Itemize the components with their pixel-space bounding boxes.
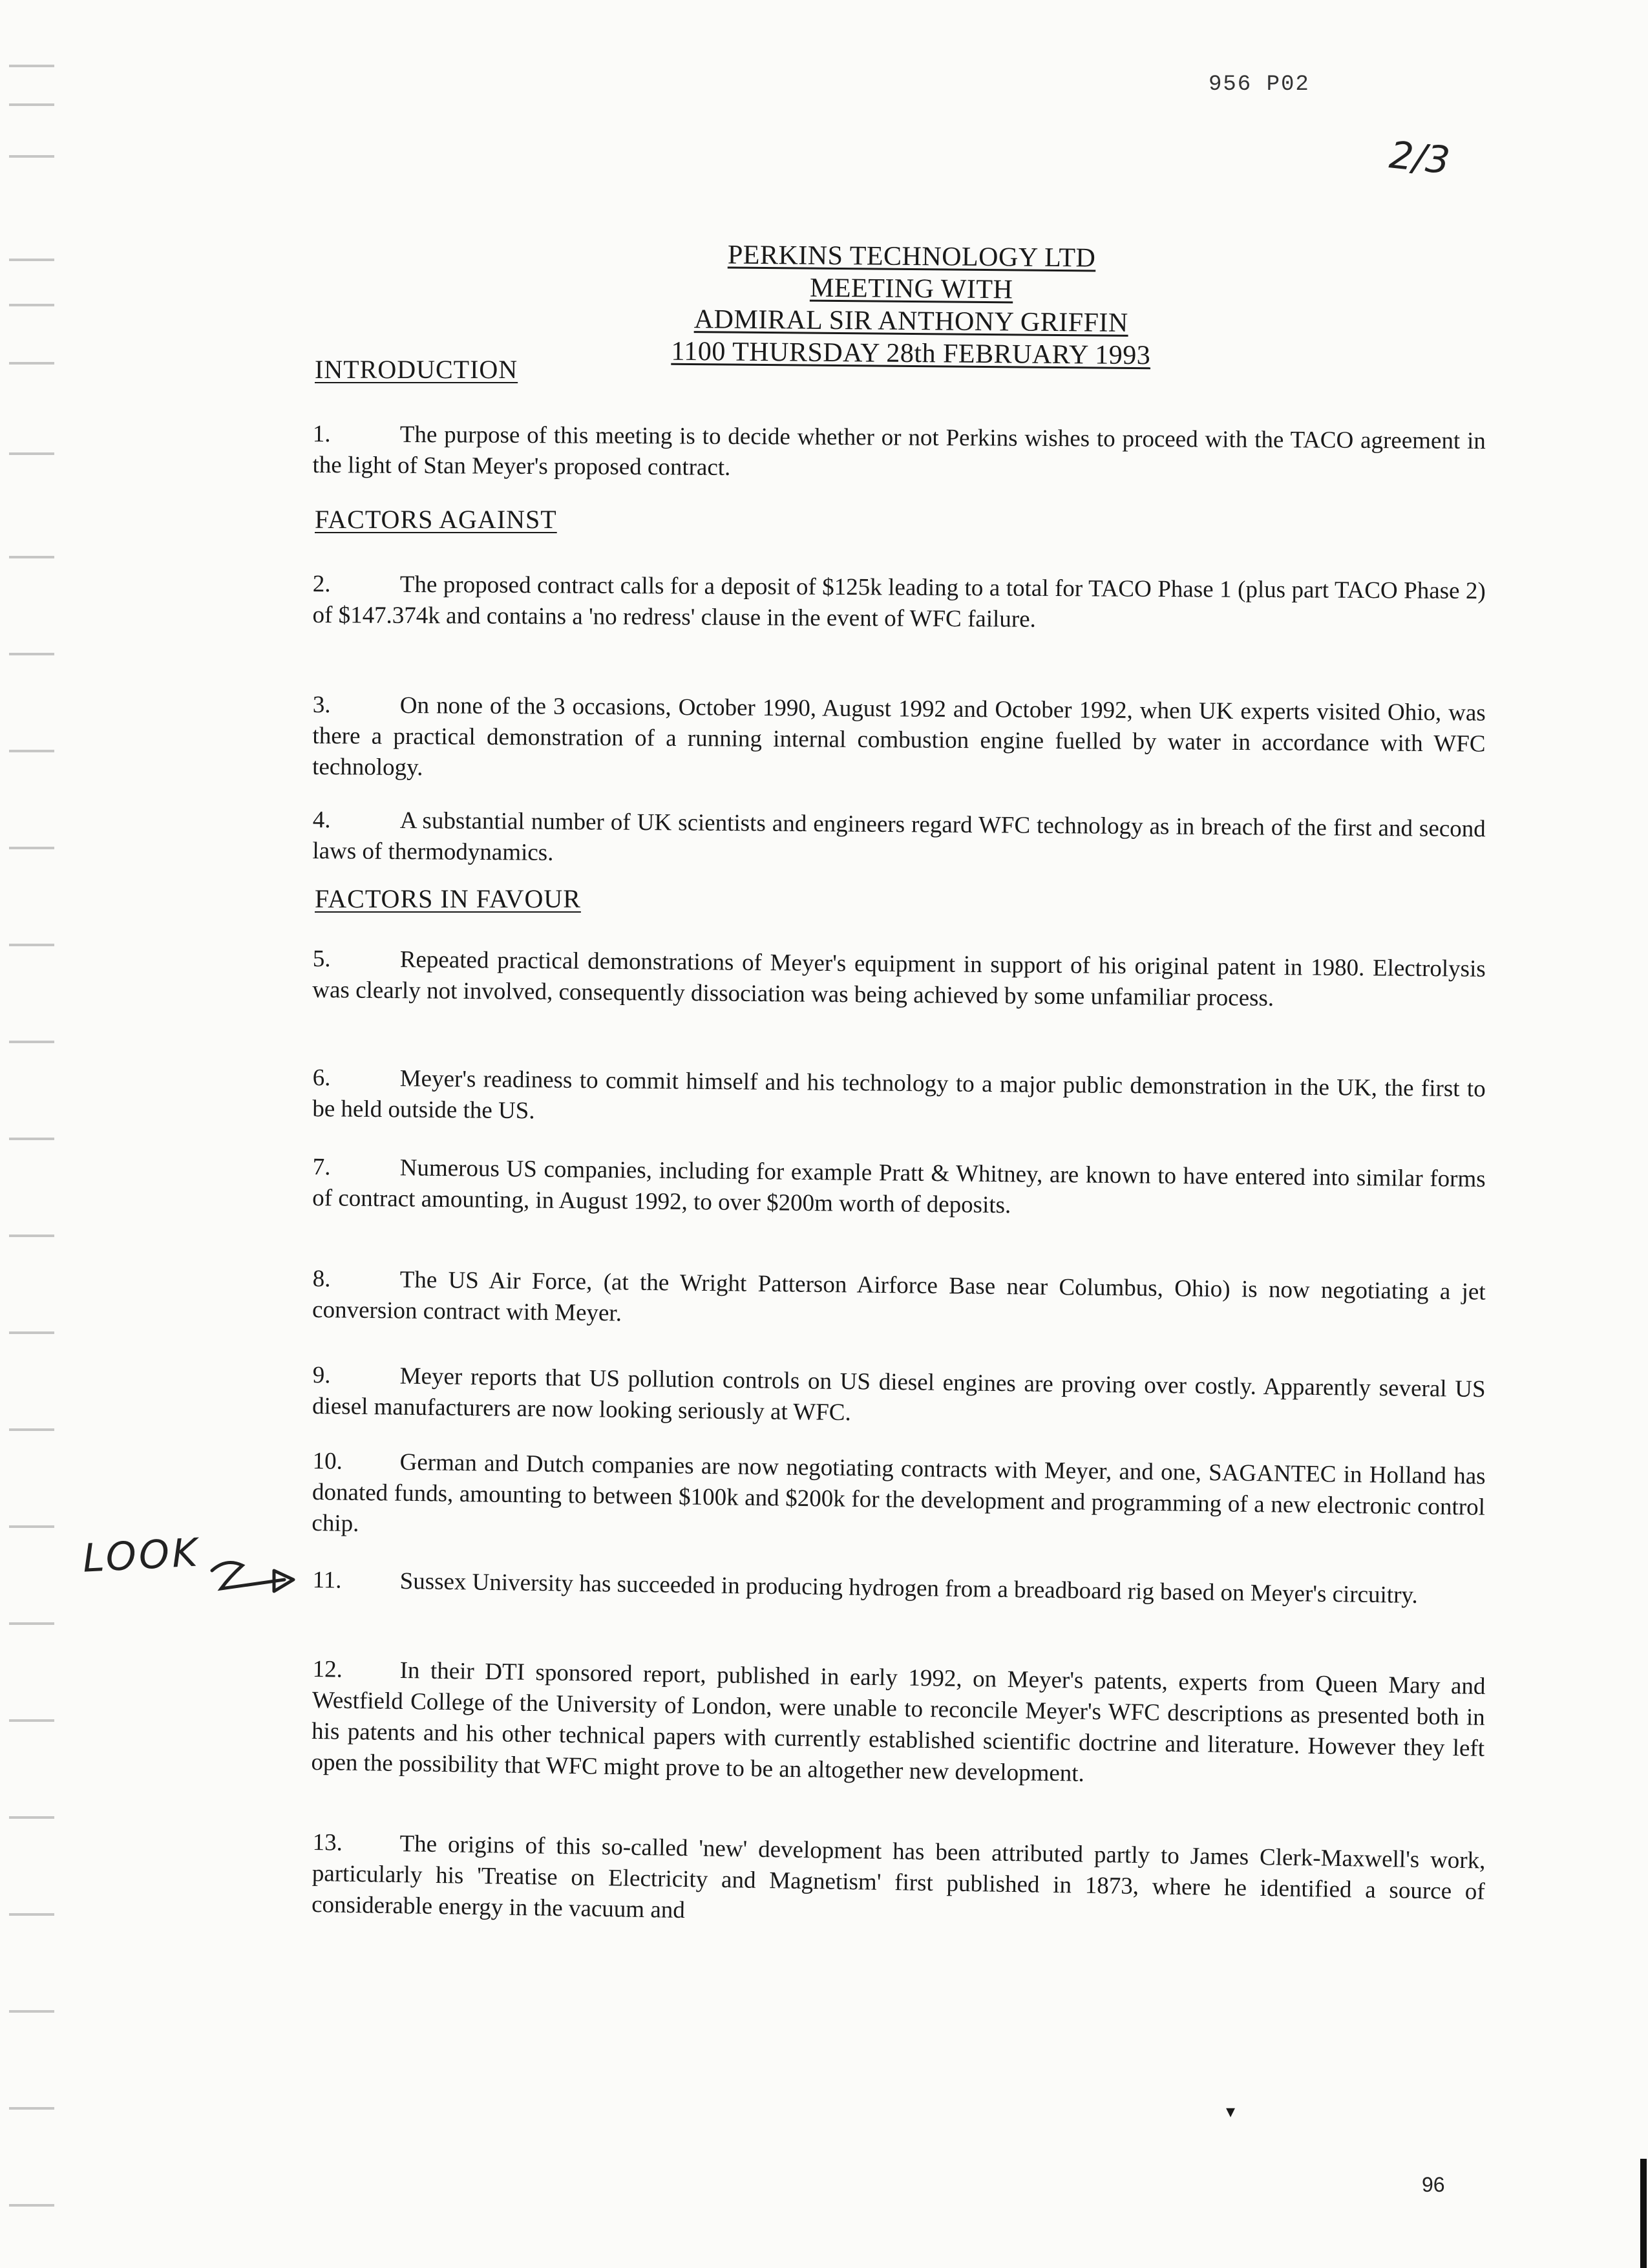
edge-mark	[9, 1235, 54, 1237]
paragraph-4	[312, 805, 1486, 876]
paragraph-13	[312, 1827, 1486, 1938]
document-title	[568, 237, 1254, 372]
edge-mark	[9, 103, 54, 106]
edge-mark	[9, 1622, 54, 1625]
scan-edge-bar	[1640, 2159, 1647, 2268]
edge-mark	[9, 2107, 54, 2110]
paragraph-number: 4.	[312, 806, 331, 834]
edge-mark	[9, 556, 54, 558]
stray-mark: ▾	[1226, 2102, 1236, 2122]
paragraph-number: 3.	[312, 691, 331, 719]
edge-mark	[9, 653, 54, 655]
handwritten-page-fraction: 2/3	[1387, 132, 1452, 183]
edge-mark	[9, 1428, 54, 1431]
edge-mark	[9, 1719, 54, 1722]
paragraph-number: 10.	[312, 1447, 343, 1475]
paragraph-text: In their DTI sponsored report, published in early 1992, on Meyer's patents, experts from Queen Mary and Westfield College of the University of London, were unable to reconcile Meyer's WFC descriptions as presented both in his patents and his other technical papers with currently established scientific doctrine and literature. However they left open the possibility that WFC might prove to be an altogether new development.	[311, 1657, 1486, 1787]
paragraph-text: The proposed contract calls for a deposit of $125k leading to a total for TACO Phase 1 (plus part TACO Phase 2) of $147.374k and contains a 'no redress' clause in the event of WFC failure.	[312, 571, 1486, 633]
paragraph-text: On none of the 3 occasions, October 1990, August 1992 and October 1992, when UK experts visited Ohio, was there a practical demonstration of a running internal combustion engine fuelled by water in accordance with WFC technology.	[312, 692, 1486, 781]
edge-mark	[9, 1816, 54, 1819]
edge-mark	[9, 1041, 54, 1043]
paragraph-7	[312, 1152, 1486, 1226]
section-heading-factors-against: FACTORS AGAINST	[315, 505, 557, 534]
paragraph-text: German and Dutch companies are now negotiating contracts with Meyer, and one, SAGANTEC in Holland has donated funds, amounting to between $100k and $200k for the development and programming of a new electronic control chip.	[312, 1448, 1486, 1537]
edge-mark	[9, 944, 54, 946]
title-line: ADMIRAL SIR ANTHONY GRIFFIN	[693, 304, 1128, 338]
paragraph-number: 7.	[312, 1153, 331, 1181]
section-heading-factors-in-favour: FACTORS IN FAVOUR	[315, 884, 581, 913]
paragraph-9	[312, 1360, 1486, 1436]
paragraph-number: 2.	[312, 570, 331, 598]
paragraph-1	[312, 419, 1486, 488]
paragraph-3	[312, 690, 1486, 791]
edge-mark	[9, 452, 54, 455]
title-line: MEETING WITH	[809, 273, 1013, 305]
paragraph-text: A substantial number of UK scientists and engineers regard WFC technology as in breach of the first and second laws of thermodynamics.	[312, 807, 1486, 866]
paragraph-number: 1.	[312, 420, 331, 448]
paragraph-number: 8.	[312, 1265, 331, 1293]
section-heading-introduction: INTRODUCTION	[315, 355, 518, 384]
paragraph-text: The origins of this so-called 'new' development has been attributed partly to James Clerk-Maxwell's work, particularly his 'Treatise on Electricity and Magnetism' first published in 1873, where he identified a source of considerable energy in the vacuum and	[311, 1830, 1486, 1924]
edge-mark	[9, 65, 54, 67]
edge-mark	[9, 1331, 54, 1334]
page-number: 96	[1422, 2173, 1445, 2196]
handwritten-arrow-icon	[207, 1551, 304, 1603]
edge-mark	[9, 1913, 54, 1916]
edge-mark	[9, 847, 54, 849]
fax-header: 956 P02	[1209, 72, 1310, 97]
edge-mark	[9, 259, 54, 261]
paragraph-text: The US Air Force, (at the Wright Patterson Airforce Base near Columbus, Ohio) is now negotiating a jet conversion contract with Meyer.	[312, 1266, 1486, 1327]
paragraph-number: 9.	[312, 1361, 331, 1389]
handwritten-annotation: LOOK	[81, 1530, 202, 1582]
edge-mark	[9, 1138, 54, 1140]
paragraph-11	[312, 1565, 1485, 1612]
title-line: PERKINS TECHNOLOGY LTD	[727, 240, 1096, 273]
paragraph-number: 13.	[312, 1828, 343, 1856]
paragraph-5	[312, 944, 1486, 1016]
binding-edge-marks	[0, 0, 71, 2268]
paragraph-text: Numerous US companies, including for example Pratt & Whitney, are known to have entered into similar forms of contract amounting, in August 1992, to over $200m worth of deposits.	[312, 1154, 1486, 1219]
paragraph-number: 11.	[312, 1566, 342, 1594]
title-line: 1100 THURSDAY 28th FEBRUARY 1993	[671, 336, 1151, 371]
paragraph-number: 5.	[312, 945, 331, 973]
paragraph-8	[312, 1264, 1486, 1339]
edge-mark	[9, 1525, 54, 1528]
edge-mark	[9, 2204, 54, 2207]
edge-mark	[9, 155, 54, 158]
paragraph-number: 6.	[312, 1064, 331, 1092]
paragraph-text: Meyer reports that US pollution controls on US diesel engines are proving over costly. Apparently several US diesel manufacturers are now looking seriously at WFC.	[312, 1362, 1486, 1426]
edge-mark	[9, 2010, 54, 2013]
paragraph-2	[312, 569, 1486, 638]
paragraph-number: 12.	[312, 1655, 343, 1683]
paragraph-text: Repeated practical demonstrations of Meyer's equipment in support of his original patent in 1980. Electrolysis was clearly not involved, consequently dissociation was being achieved by some unfamiliar process.	[312, 946, 1486, 1012]
edge-mark	[9, 362, 54, 365]
paragraph-12	[311, 1654, 1486, 1796]
edge-mark	[9, 304, 54, 306]
paragraph-text: Meyer's readiness to commit himself and his technology to a major public demonstration in the UK, the first to be held outside the US.	[312, 1065, 1486, 1125]
paragraph-10	[312, 1446, 1486, 1554]
paragraph-text: The purpose of this meeting is to decide whether or not Perkins wishes to proceed with the TACO agreement in the light of Stan Meyer's proposed contract.	[312, 421, 1486, 481]
paragraph-text: Sussex University has succeeded in producing hydrogen from a breadboard rig based on Meyer's circuitry.	[399, 1567, 1419, 1609]
paragraph-6	[312, 1063, 1486, 1136]
edge-mark	[9, 750, 54, 752]
